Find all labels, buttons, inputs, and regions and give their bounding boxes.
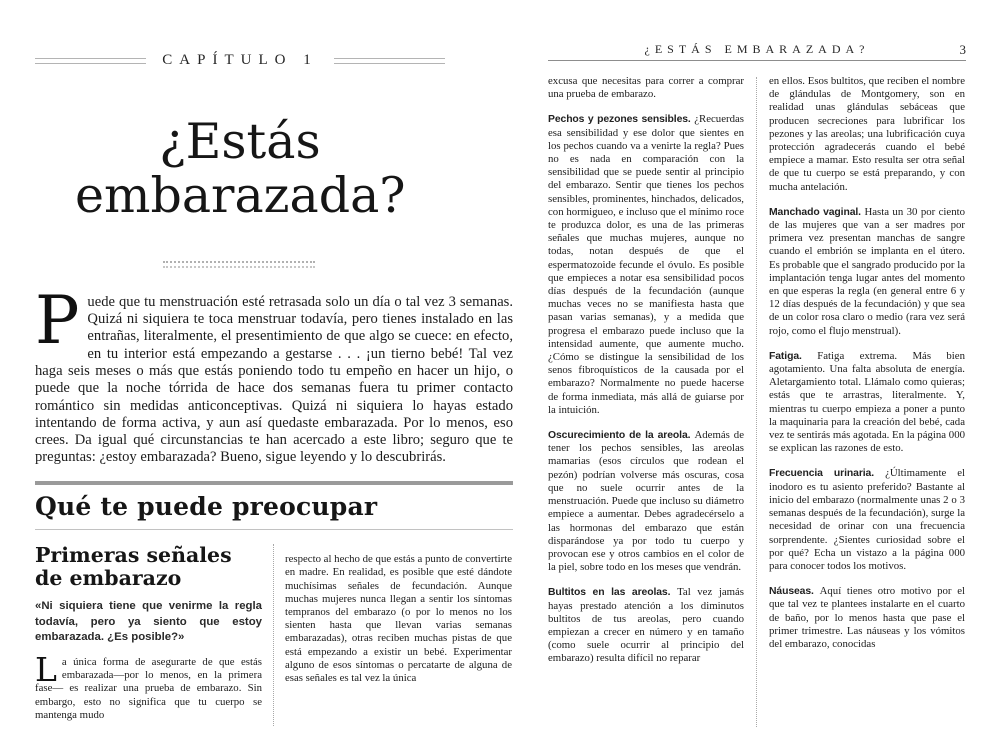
paragraph-lead: Pechos y pezones sensibles. bbox=[548, 114, 695, 126]
chapter-label: CAPÍTULO 1 bbox=[162, 52, 318, 68]
right-page-column-1 bbox=[548, 75, 744, 727]
chapter-rule-left bbox=[35, 58, 146, 64]
right-page-column-2 bbox=[769, 75, 965, 727]
intro-paragraph bbox=[35, 281, 513, 467]
subsection-heading: Primeras señales de embarazo bbox=[35, 543, 232, 591]
section-rule-thick bbox=[35, 481, 513, 485]
paragraph-lead: Oscurecimiento de la areola. bbox=[548, 430, 695, 442]
left-page-columns bbox=[35, 542, 513, 726]
paragraph-text: ¿Últimamente el inodoro es tu asiento preferido? Bastante al inicio del embarazo (normalmente unas 2 o 3 semanas después de la fecundación), surge la necesidad de orinar con una frecuencia sorprendente. ¿Sientes curiosidad sobre el por qué? Echa un vistazo a la página 000 para conocer todos los motivos. bbox=[769, 467, 965, 572]
right-page bbox=[548, 42, 966, 727]
body-paragraph bbox=[548, 586, 744, 665]
page-number: 3 bbox=[959, 42, 966, 57]
chapter-title-text: ¿Estás embarazada? bbox=[75, 113, 406, 224]
section-head bbox=[35, 481, 513, 530]
body-paragraph bbox=[548, 113, 744, 417]
paragraph-lead: Náuseas. bbox=[769, 586, 820, 598]
paragraph-text: Hasta un 30 por ciento de las mujeres que van a ser madres por primera vez presentan manchas de sangre cuando el embrión se implanta en el útero. Es probable que el sangrado producido por la implantación tenga lugar antes del momento en que esperas la regla (en general entre 6 y 12 días después de la fecundación) y que sea de un color rosa claro o medio (rara vez será rojo, como el flujo menstrual). bbox=[769, 205, 966, 337]
body-paragraph bbox=[769, 350, 965, 456]
body-paragraph bbox=[769, 585, 965, 651]
running-head bbox=[548, 42, 966, 57]
body-paragraph bbox=[769, 206, 965, 338]
paragraph-lead: Fatiga. bbox=[769, 350, 818, 362]
drop-cap: P bbox=[35, 281, 80, 359]
column-dotted-divider bbox=[273, 544, 274, 726]
right-page-columns bbox=[548, 75, 966, 727]
chapter-rule-right bbox=[334, 58, 445, 64]
section-rule-thin bbox=[35, 529, 513, 530]
paragraph-text: ¿Recuerdas esa sensibilidad y ese dolor que sientes en los pechos cuando va a venirte la regla? Pues no es nada en comparación con la sensibilidad que se puede sentir al principio del embarazo. Sentir que tienes los pechos sensibles, prominentes, hinchados, delicados, con hormigueo, e incluso que el mínimo roce te produzca dolor, es una de las primeras señales que muchas mujeres, aunque no todas, notan después de que el espermatozoide fecunde el óvulo. Es posible que empieces a notar esa sensibilidad pocos días después de la fecundación (aunque muchas veces no se manifiesta hasta que pasan varias semanas), y a medida que progresa el embarazo puede incluso que la intensidad aumente, que aumente mucho. ¿Cómo se distingue la sensibilidad de los senos fibroquísticos de la causada por el embarazo? Normalmente no puede hacerse de forma inmediata, más allá de guiarse por la intuición. bbox=[548, 113, 744, 416]
pull-quote: «Ni siquiera tiene que venirme la regla todavía, pero ya siento que estoy embarazada. ¿Es posible?» bbox=[35, 600, 262, 643]
paragraph-lead: Bultitos en las areolas. bbox=[548, 587, 678, 599]
body-paragraph-text: a única forma de asegurarte de que estás embarazada—por lo menos, en la primera fase— es realizar una prueba de embarazo. Sin embargo, esto no significa que tu cuerpo se mantenga mudo bbox=[35, 655, 262, 721]
paragraph-text: en ellos. Esos bultitos, que reciben el nombre de glándulas de Montgomery, son en realidad unas glándulas sebáceas que producen secreciones para lubrificar los pezones y las areolas; una lubrificación cuya protección agradecerás cuando el bebé empiece a mamar. Esto resulta ser otra señal de que tu cuerpo se está preparando, y con mucha antelación. bbox=[769, 75, 965, 193]
chapter-head bbox=[35, 52, 445, 69]
paragraph-lead: Frecuencia urinaria. bbox=[769, 468, 886, 480]
chapter-title bbox=[35, 115, 445, 223]
intro-paragraph-text: uede que tu menstruación esté retrasada solo un día o tal vez 3 semanas. Quizá ni siquiera te toca menstruar todavía, pero tienes instalado en las entrañas, literalmente, el presentimiento de que algo se cuece: en efecto, en tu interior está empezando a gestarse . . . ¡un tierno bebé! Tal vez haga seis meses o más que estás poniendo todo tu empeño en hacer un hijo, o puede que la noche tórrida de hace dos semanas fuera tu primer contacto romántico sin medidas anticonceptivas. Quizá ni siquiera lo hayas estado intentando de forma activa, y aun así quedaste embarazada. Por lo menos, eso crees. Da igual qué circunstancias te han acercado a este libro; seguro que te preguntas: ¿estoy embarazada? Bueno, sigue leyendo y lo descubrirás. bbox=[35, 293, 513, 466]
title-dotted-divider bbox=[163, 261, 315, 268]
column-dotted-divider bbox=[756, 77, 757, 727]
paragraph-text: Fatiga extrema. Más bien agotamiento. Una falta absoluta de energía. Aletargamiento total. Llámalo como quieras; estás que te arrastras, literalmente. Y, mientras tu cuerpo empieza a poner a punto la maquinaria para la creación del bebé, cada vez te sentirás más agotada. En la página 000 se explican las razones de esto. bbox=[769, 349, 965, 455]
body-paragraph bbox=[769, 467, 965, 573]
body-paragraph bbox=[35, 649, 262, 722]
running-head-text: ¿ESTÁS EMBARAZADA? bbox=[644, 42, 870, 56]
body-paragraph bbox=[548, 429, 744, 574]
body-paragraph bbox=[769, 75, 965, 194]
drop-cap: L bbox=[35, 649, 57, 689]
left-page-column-1 bbox=[35, 542, 262, 726]
paragraph-text: Además de tener los pechos sensibles, las areolas mamarias (esos círculos que rodean el pezón) podrían volverse más oscuras, cosa que no suele ocurrir antes de la menstruación. Puede que incluso su diámetro empiece a aumentar. Debes agradecérselo a las hormonas del embarazo que están disparándose ya por todo tu cuerpo y provocan ese y otros cambios en el color de la piel, sobre todo en los meses que vendrán. bbox=[548, 429, 744, 574]
running-head-rule bbox=[548, 60, 966, 61]
body-paragraph bbox=[548, 75, 744, 101]
left-page-column-2 bbox=[285, 542, 512, 726]
paragraph-text: excusa que necesitas para correr a comprar una prueba de embarazo. bbox=[548, 75, 744, 101]
paragraph-lead: Manchado vaginal. bbox=[769, 206, 865, 218]
paragraph-text: Tal vez jamás hayas prestado atención a los diminutos bultitos de tus areolas, pero cuando empiezan a crecer en número y en tamaño (como suele ocurrir al principio del embarazo) resulta difícil no reparar bbox=[548, 586, 745, 665]
paragraph-text: Aquí tienes otro motivo por el que tal vez te plantees instalarte en el cuarto de baño, por lo menos hasta que pase el primer trimestre. Las náuseas y los vómitos del embarazo, conocidas bbox=[769, 585, 965, 650]
body-paragraph: respecto al hecho de que estás a punto de convertirte en madre. En realidad, es posible que esté dándote muchísimas señales de fecundación. Aunque muchas mujeres nunca llegan a sentir los síntomas tempranos del embarazo (o por lo menos no los sienten hasta que llevan varias semanas embarazadas), otras reciben muchas pistas de que está empezando a existir un bebé. Experimentar alguno de esos síntomas o percatarte de alguna de esas señales es tal vez la única bbox=[285, 553, 512, 684]
left-page bbox=[35, 52, 513, 726]
section-heading: Qué te puede preocupar bbox=[35, 492, 378, 522]
